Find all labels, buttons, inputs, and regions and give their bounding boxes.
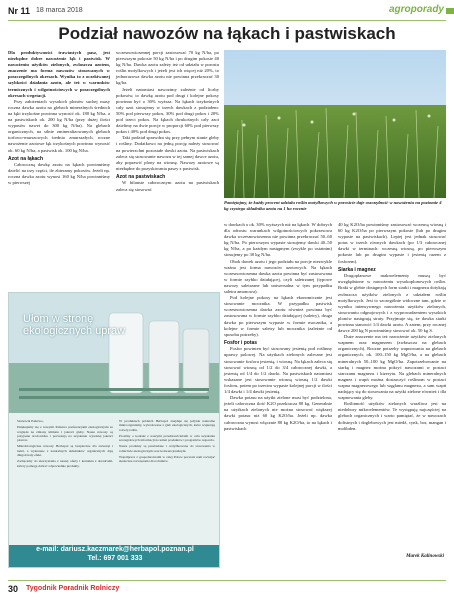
paragraph: Drugoplanowe makroelementy muszą być uwzględnione w nawożeniu wysokoplonowych roślin. Braki w glebie dostępnych form siarki i magnezu dotykają zwłaszcza użytków zielonych z udziałem roślin motylkowych. Jest to szczególnie widoczne tam, gdzie w wyniku intensywnego nawożenia użytków zielonych, stosowaniu odgnojowych i z wyprowadzeniem wysokich plonów następują straty. Przyjmuje się, że dawka siarki powinna stanowić 1/4 dawki azotu. A zatem, przy rocznej dawce 200 kg N powinniśmy stosować ok. 50 kg S. [338,273,446,334]
article-lead: Dla produktywności trawiastych pasz, jest niezbędne dobre nawożenie łąk i pastwisk. W nawożeniu użytków zielonych, zwłaszcza azotem, znaczenie ma forma nawozów stosowanych w poszczególnych okresach. Wynika to z oczekiwanej szybkości działania azotu, ale też w warunków termicznych i wilgotnościowych w poszczególnych okresach wegetacji. [8,50,110,98]
ad-paragraph: Szanowni Państwo, [17,419,44,423]
paragraph: Duże znaczenie ma też nawożenie użytków zielonych wapnem oraz magnezem (zwłaszcza na glebach organicznych). Roczne potrzeby wapnowania na glebach organicznych, ok. 100–150 kg MgO/ha, a na glebach mineralnych 50–100 kg MgO/ha. Zapotrzebowanie na siarkę i magnez można pokryć nawozami w postaci siarczanu magnezu i kizerytu. Na glebach mineralnych magnez i wapń można dostarczyć roślinom w postaci wapna magnezowego lub węglanu magnezu, a sam wapń nadający się do stosowania na użytki zielone również i dla wapnowania gleby. [338,334,446,401]
page-footer [8,580,446,596]
ad-greenhouse-illustration [9,293,220,413]
article-column-1 [8,50,110,187]
ad-paragraph: W produktach polskich Herbapol znajduje się jedynie naturalne mikroorganizmy, wyizolowane z gleb ekologicznych, które wspierają rozwój roślin. [119,419,215,432]
photo-caption: Pamiętajmy, że każdy procent udziału roślin motylkowych w porostcie daje oszczędność w nawożeniu na poziomie 4 kg czystego składnika azotu na 1 ha rocznie [224,200,442,211]
meadow-photo [224,50,446,198]
ad-headline: Ułom w stronę ekologicznych upraw [23,313,126,337]
publication-name: Tygodnik Poradnik Rolniczy [26,585,120,592]
paragraph: Roślinność użytków zielonych wrażliwa jest na niedobory mikroelementów. Te występują najczęściej na glebach organicznych i warto pamiętać, że w nawozach dolistnych i doglebowych jest miedź, cynk, bor, mangan i molibden. [338,401,446,431]
ad-phone[interactable]: Tel.: 697 001 333 [87,555,143,562]
ad-paragraph: Dziękujemy się z nowymi Państwa preferencjami ekologicznymi ze względu na zmiany klimatu i jakości gleby. Nasze nawozy są przyjazne środowisku i pozwalają na uzyskanie wysokiej jakości plonów. [17,425,113,443]
section-heading: Siarka i magnez [338,266,376,273]
paragraph: W bilansie całorocznym azotu na pastwiskach zaleca się stosować [116,180,219,192]
paragraph: Fosfor powinien być stosowany jesienią pod roślinny uprawy polowej. Na użytkach zielonych zalecane jest stosowanie fosforu jesienią, i wiosną. Na łąkach zaleca się stosować wiosną od 1/2 do 3/4 całorocznej dawki, a jesienią od 1/4 do 1/2 dawki. Na pastwiskach natomiast wskazane jest stosowanie wiosną wiosną 1/2 dawki fosforu, potem po trzecim wypasie kolejnej porcji w ilości 1/4 dawki i 1/4 dawki jesienią. [224,346,332,395]
section-heading: Azot na pastwiskach [116,173,166,180]
section-heading: Azot na łąkach [8,155,44,162]
issue-number: Nr 11 [8,6,31,16]
article-column-4 [338,222,446,432]
page-number: 30 [8,584,19,594]
page-header [0,0,454,22]
paragraph: 40 kg K2O/ha powinniśmy zastosować wczesną wiosną i 60 kg K2O/ha po pierwszym pokosie (lub po drugim wypasie na pastwiskach). Lepiej jest jednak stosować potas w trzech równych dawkach (po 1/3 całorocznej dawki w terminach: wczesną wiosną, po pierwszym pokosie lub po drugim wypasie i jesienią razem z fosforem). [338,222,446,264]
ad-email[interactable]: e-mail: dariusz.kaczmarek@herbapol.poznan.pl [36,546,194,553]
article-title: Podział nawozów na łąkach i pastwiskach [58,24,396,43]
paragraph: w dawkach o ok. 30% wyższych niż na łąkach. W dobrych dla odrostu warunkach wilgotnościowych pokrzesowa dawka wczesnowiosenna nie powinna przekraczać 50–60 kg N/ha. Po pierwszym wypasie stosujemy dawki 40–50 kg N/ha, a po każdym następnym (zwykle po ostatnim) stosujemy po 30 kg N/ha. [224,222,333,258]
advertisement [8,292,220,568]
paragraph: Obok dawek azotu i jego podziału na porcje niezwykle ważna jest forma nawozów azotowych. Na łąkach wczesnowiosenna dawka azotu powinna być zastosowana w formie szybko działającej, czyli saletrzanej (typowe nawozy saletrzane lub uniwersalna w tym przypadku saletra amonowa). [224,258,332,295]
paragraph: wczesnowiosennej porcji zastosować 70 kg N/ha, po pierwszym pokosie 50 kg N/ha i po drugim pokosie 40 kg N/ha. Dawka azotu zależy też od udziału w porostu roślin motylkowych i jeżeli jest ich więcej niż 20%, to jednorazowa dawka azotu nie powinna przekraczać 30 kg/ha. [116,50,219,86]
brand-accent-bar [446,8,454,14]
paragraph: Przy założeniach wysokich plonów suchej masy roczna dawka azotu na glebach mineralnych średnich na łąki trzykośne powinna wynosić ok. 180 kg N/ha, a na pastwiskach ok. 200 kg N/ha (przy dużej ilości wypasów nawet do 300 kg N/ha). Na glebach organicznych, na silnie zmineralizowanych glebach torfowo-murszowych średnio zmurszałych, roczne nawożenie azotowe łąk trzykośnych powinno wynosić ok. 60 kg N/ha, a pastwisk ok. 100 kg N/ha. [8,98,110,153]
ad-contact-bar [9,545,220,567]
ad-paragraph: Prosimy o kontakt z naszymi przedstawicielami w celu uzyskania szczegółowych informacji na temat produktów i programów wsparcia. [119,433,215,443]
author-signature: Marek Kalinowski [406,554,444,559]
paragraph: Pod kolejne pokosy na łąkach ekonomicznie jest stosowanie mocznika. W przypadku pastwisk wczesnowiosenna dawka azotu również powinna być zastosowana w formie szybko działającej (saletry), druga dawka po pierwszym wypasie w formie mocznika, a kolejne w formie saletry lub mocznika (zależnie od sposobu potrzeby). [224,295,332,337]
ad-paragraph: Zachęcamy do skorzystania z naszej oferty i kontaktu z doradcami, którzy pomogą dobrać odpowiednie produkty. [17,459,113,468]
issue-date: 18 marca 2018 [36,7,83,14]
paragraph: Całoroczną dawkę azotu na łąkach powinniśmy dzielić na trzy części, ile zbieramy pokosów. Jeżeli np. roczna dawka azotu wynosi 160 kg N/ha powinniśmy w pierwszej [8,162,110,186]
footer-divider [8,580,446,581]
ad-paragraph: Nasze produkty są przebadane i certyfikowane do stosowania w rolnictwie ekologicznym oraz konwencjonalnym. [119,444,215,453]
brand-logo: agroporady [388,4,444,15]
section-heading: Fosfor i potas [224,339,258,346]
meadow-illustration [224,50,446,198]
ad-paragraph: Współpraca z gospodarstwami w całej Polsce pozwala nam rozwijać skuteczne rozwiązania dla rolników. [119,455,215,464]
paragraph: Dawka potasu na użytki zielone musi być podzielona, jeżeli całoroczna ilość K2O przekracza 80 kg. Generalnie na użytkach zielonych nie można stosować większej dawki potasu niż 60 kg K2O/ha. Jeżeli np. dawka całoroczna wynosi włącznie 80 kg K2O/ha, to na łąkach i pastwiskach [224,395,332,431]
header-divider [8,20,446,21]
paragraph: Jeżeli natomiast nawozimy zależnie od liczby pokosów, to dawkę azotu pod drugi i kolejne pokosy powinna być o 30% wyższa. Na łąkach trzykośnych cały azot stosujemy w trzech dawkach z podziałem: 50% pod pierwszy pokos, 30% pod drugi pokos i 20% pod trzeci pokos. Na łąkach dwukośnych cały azot dzielimy na dwie porcje w proporcji 60% pod pierwszy pokos i 40% pod drugi pokos. [116,86,219,135]
article-column-2 [116,50,219,193]
article-column-3 [224,222,332,432]
ad-text-right [119,419,215,466]
paragraph: Taki podział sprawdza się przy pełnym stanie gleby i rośliny. Dodatkowo na jedną porcję należy stosować na powierzchni pozostałe dawki azotu. Na pastwiskach zaleca się stosowanie nawozu w tej samej dawce azotu, aby poprawić plony na wiosnę. Nawozy azotowe są niezbędne do pozyskiwania paszy z pastwisk. [116,135,219,171]
ad-paragraph: Mikrobiologiczne nawozy Herbapol są bezpieczne dla zwierząt i ludzi, a wykonane z naturalnych składników organicznych dają długotrwały efekt. [17,444,113,458]
ad-text-left [17,419,113,470]
